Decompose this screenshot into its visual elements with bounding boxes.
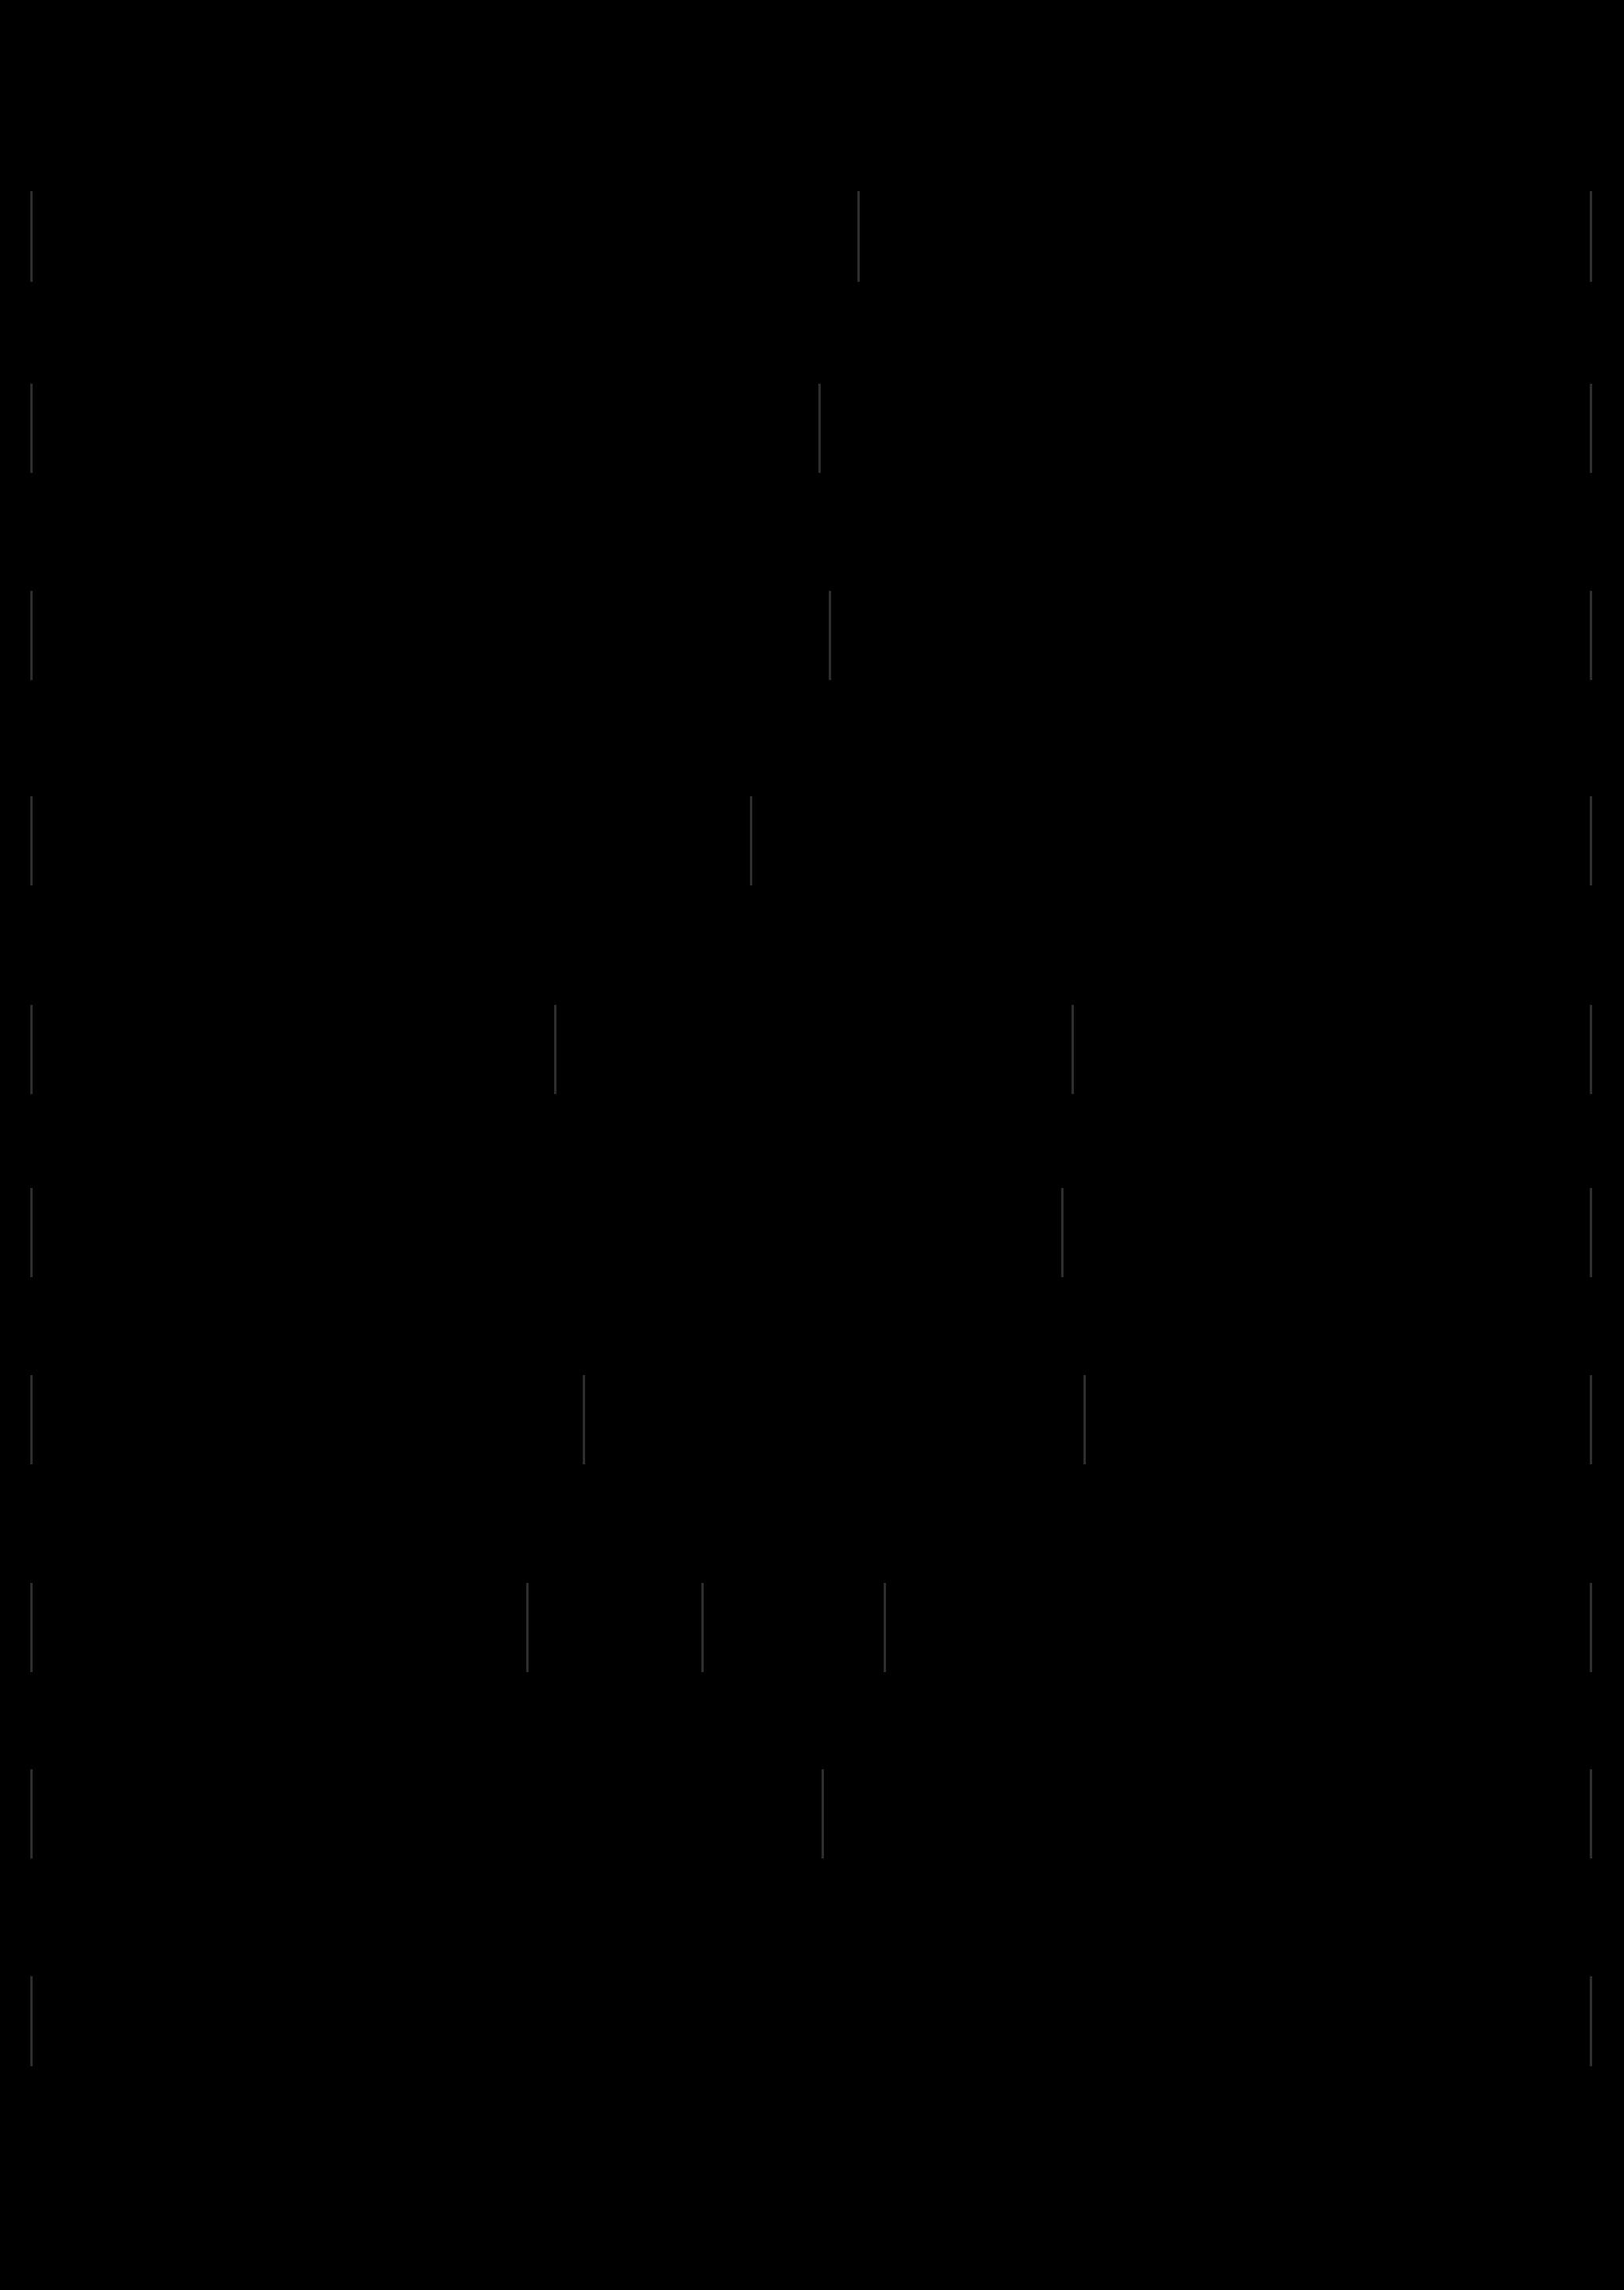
barline-segment-row6 — [1590, 1188, 1592, 1277]
barline-segment-row6 — [30, 1188, 33, 1277]
barline-segment-row1 — [857, 191, 860, 282]
barline-segment-row9 — [1590, 1769, 1592, 1858]
barline-segment-row3 — [1590, 591, 1592, 680]
barline-segment-row5 — [1590, 1005, 1592, 1094]
barline-segment-row4 — [30, 796, 33, 885]
barline-segment-row3 — [30, 591, 33, 680]
barline-segment-row8 — [526, 1583, 529, 1672]
barline-segment-row1 — [1590, 191, 1592, 282]
barline-segment-row8 — [1590, 1583, 1592, 1672]
barline-segment-row8 — [701, 1583, 704, 1672]
barline-segment-row7 — [1590, 1375, 1592, 1464]
barline-segment-row2 — [30, 384, 33, 473]
barline-segment-row4 — [750, 796, 752, 885]
barline-segment-row7 — [583, 1375, 585, 1464]
barline-segment-row4 — [1590, 796, 1592, 885]
barline-segment-row7 — [30, 1375, 33, 1464]
barline-segment-row5 — [554, 1005, 556, 1094]
barline-segment-row1 — [30, 191, 33, 282]
barline-segment-row3 — [829, 591, 831, 680]
barline-segment-row9 — [822, 1769, 824, 1858]
barline-segment-row10 — [30, 1976, 33, 2066]
barline-segment-row6 — [1061, 1188, 1064, 1277]
barline-segment-row10 — [1590, 1976, 1592, 2066]
barline-segment-row9 — [30, 1769, 33, 1858]
barline-segment-row2 — [818, 384, 821, 473]
barline-segment-row2 — [1590, 384, 1592, 473]
barline-segment-row5 — [30, 1005, 33, 1094]
barline-segment-row8 — [884, 1583, 886, 1672]
barline-segment-row5 — [1072, 1005, 1074, 1094]
barline-segment-row8 — [30, 1583, 33, 1672]
barline-segment-row7 — [1083, 1375, 1086, 1464]
